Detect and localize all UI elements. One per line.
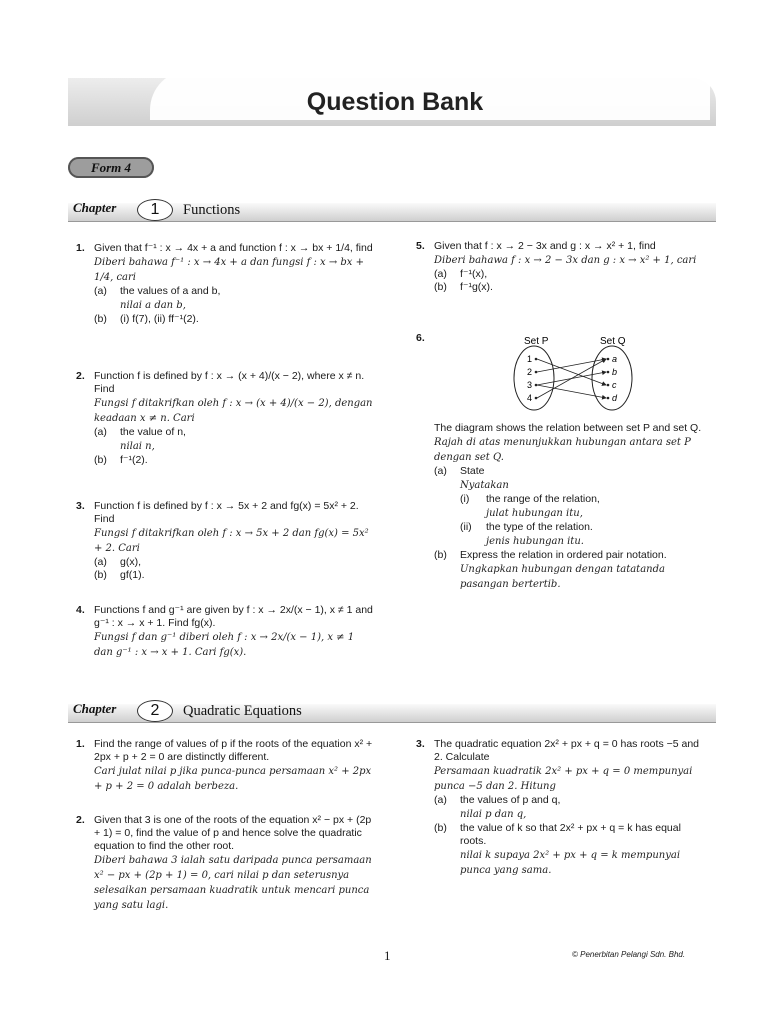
set-q-label: Set Q: [600, 336, 626, 347]
chapter-1-number: 1: [137, 199, 173, 221]
q-item: d: [612, 393, 618, 403]
question-2-1: 1. Find the range of values of p if the roots of the equation x² + 2px + p + 2 = 0 are distinctly different. Cari julat nilai p jika punca-punca persamaan x² + 2px + p + 2 = 0 adalah berbeza.: [76, 738, 373, 792]
question-1-2: 2. Function f is defined by f : x → (x + 4)/(x − 2), where x ≠ n. Find Fungsi f ditakrifkan oleh f : x → (x + 4)/(x − 2), dengan keadaan x ≠ n. Cari (a) the value of n, nilai n, (b) f⁻¹(2).: [76, 370, 373, 466]
relation-diagram: [500, 332, 650, 416]
page-title: Question Bank: [306, 88, 484, 116]
chapter-2-word: Chapter: [73, 701, 117, 716]
question-2-2: 2. Given that 3 is one of the roots of the equation x² − px + (2p + 1) = 0, find the value of p and hence solve the quadratic equation to find the other root. Diberi bahawa 3 ialah satu daripada punca persamaan x² − px + (2p + 1) = 0, cari nilai p dan seterusnya selesaikan persamaan kuadratik untuk mencari punca yang satu lagi.: [76, 814, 372, 911]
relation-arrows: [537, 359, 606, 398]
chapter-1-title: Functions: [183, 202, 241, 218]
p-item: 4: [527, 393, 533, 403]
question-1-3: 3. Function f is defined by f : x → 5x + 2 and fg(x) = 5x² + 2. Find Fungsi f ditakrifkan oleh f : x → 5x + 2 dan fg(x) = 5x² + 2. Cari (a) g(x), (b) gf(1).: [76, 500, 369, 581]
p-item: 2: [527, 367, 533, 377]
p-item: 1: [527, 354, 533, 364]
chapter-2-number: 2: [137, 700, 173, 722]
set-p-label: Set P: [524, 336, 549, 347]
page-number: 1: [384, 948, 391, 963]
q-item: c: [612, 380, 617, 390]
p-item: 3: [527, 380, 533, 390]
question-1-4: 4. Functions f and g⁻¹ are given by f : x → 2x/(x − 1), x ≠ 1 and g⁻¹ : x → x + 1. Find fg(x). Fungsi f dan g⁻¹ diberi oleh f : x → 2x/(x − 1), x ≠ 1 dan g⁻¹ : x → x + 1. Cari fg(x).: [76, 604, 373, 658]
chapter-1-word: Chapter: [73, 200, 117, 215]
set-p-ellipse: [514, 346, 554, 410]
q-item: a: [612, 354, 618, 364]
question-2-3: 3. The quadratic equation 2x² + px + q = 0 has roots −5 and 2. Calculate Persamaan kuadratik 2x² + px + q = 0 mempunyai punca −5 dan 2. Hitung (a) the values of p and q, nilai p dan q, (b) the value of k so that 2x² + px + q = k has equal roots. nilai k supaya 2x² + px + q = k mempunyai punca yang sama.: [416, 738, 700, 876]
q-item: b: [612, 367, 618, 377]
question-1-1: 1. Given that f⁻¹ : x → 4x + a and function f : x → bx + 1/4, find Diberi bahawa f⁻¹ : x → 4x + a dan fungsi f : x → bx + 1/4, cari (a) the values of a and b, nilai a dan b, (b) (i) f(7), (ii) ff⁻¹(2).: [76, 242, 373, 325]
form-badge: Form 4: [68, 157, 154, 178]
question-1-5: 5. Given that f : x → 2 − 3x and g : x → x² + 1, find Diberi bahawa f : x → 2 − 3x dan g : x → x² + 1, cari (a) f⁻¹(x), (b) f⁻¹g(x).: [416, 240, 697, 293]
question-1-6-text: The diagram shows the relation between set P and set Q. Rajah di atas menunjukkan hubungan antara set P dengan set Q. (a) State Nyatakan (i) the range of the relation, julat hubungan itu, (ii) the type of the relation. jenis hubungan itu. (b) Express the relation in ordered pair notation. Ungkapkan hubungan dengan tatatanda pasangan bertertib.: [434, 422, 702, 590]
chapter-2-title: Quadratic Equations: [183, 703, 302, 719]
copyright: © Penerbitan Pelangi Sdn. Bhd.: [572, 950, 686, 959]
